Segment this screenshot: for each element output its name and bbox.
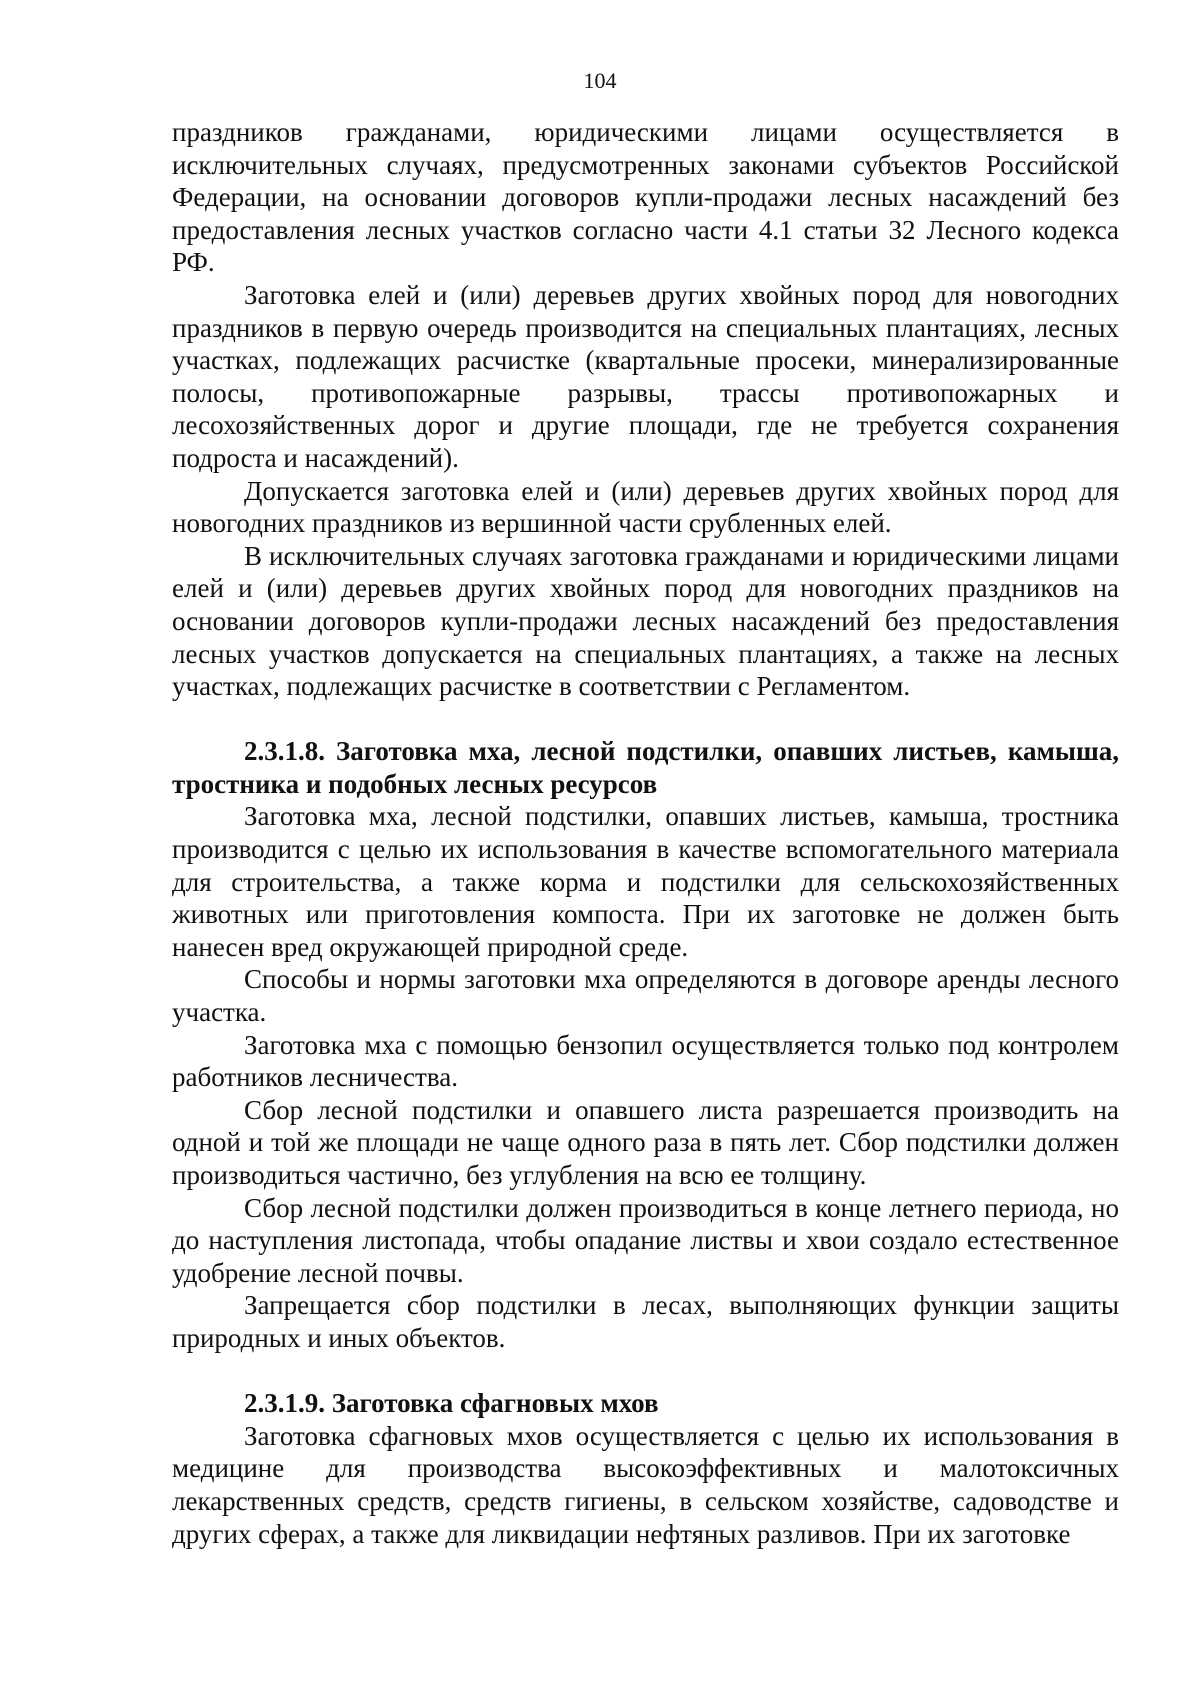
document-body xyxy=(172,116,1119,1550)
paragraph: Сбор лесной подстилки и опавшего листа разрешается производить на одной и той же площади не чаще одного раза в пять лет. Сбор подстилки должен производиться частично, без углубления на всю ее толщину. xyxy=(172,1094,1119,1190)
paragraph: Способы и нормы заготовки мха определяются в договоре аренды лесного участка. xyxy=(172,964,1119,1028)
paragraph: Допускается заготовка елей и (или) деревьев других хвойных пород для новогодних праздников из вершинной части срубленных елей. xyxy=(172,475,1119,539)
section-spacer xyxy=(172,703,1119,736)
section-heading: 2.3.1.8. Заготовка мха, лесной подстилки, опавших листьев, камыша, тростника и подобных лесных ресурсов xyxy=(172,736,1119,799)
page-number: 104 xyxy=(583,68,617,93)
paragraph: Заготовка елей и (или) деревьев других хвойных пород для новогодних праздников в первую очередь производится на специальных плантациях, лесных участках, подлежащих расчистке (квартальные просеки, минерализированные полосы, противопожарные разрывы, трассы противопожарных и лесохозяйственных дорог и другие площади, где не требуется сохранения подроста и насаждений). xyxy=(172,279,1119,473)
paragraph: Заготовка сфагновых мхов осуществляется с целью их использования в медицине для производства высокоэффективных и малотоксичных лекарственных средств, средств гигиены, в сельском хозяйстве, садоводстве и других сферах, а также для ликвидации нефтяных разливов. При их заготовке xyxy=(172,1420,1119,1549)
section-spacer xyxy=(172,1355,1119,1388)
paragraph: Заготовка мха с помощью бензопил осуществляется только под контролем работников лесничества. xyxy=(172,1029,1119,1093)
paragraph: праздников гражданами, юридическими лицами осуществляется в исключительных случаях, предусмотренных законами субъектов Российской Федерации, на основании договоров купли-продажи лесных насаждений без предоставления лесных участков согласно части 4.1 статьи 32 Лесного кодекса РФ. xyxy=(172,117,1119,278)
section-heading: 2.3.1.9. Заготовка сфагновых мхов xyxy=(244,1388,659,1419)
paragraph: Заготовка мха, лесной подстилки, опавших листьев, камыша, тростника производится с целью их использования в качестве вспомогательного материала для строительства, а также корма и подстилки для сельскохозяйственных животных или приготовления компоста. При их заготовке не должен быть нанесен вред окружающей природной среде. xyxy=(172,801,1119,962)
paragraph: Запрещается сбор подстилки в лесах, выполняющих функции защиты природных и иных объектов. xyxy=(172,1290,1119,1353)
paragraph: В исключительных случаях заготовка гражданами и юридическими лицами елей и (или) деревьев других хвойных пород для новогодних праздников на основании договоров купли-продажи лесных насаждений без предоставления лесных участков допускается на специальных плантациях, а также на лесных участках, подлежащих расчистке в соответствии с Регламентом. xyxy=(172,540,1119,702)
paragraph: Сбор лесной подстилки должен производиться в конце летнего периода, но до наступления листопада, чтобы опадание листвы и хвои создало естественное удобрение лесной почвы. xyxy=(172,1192,1119,1288)
